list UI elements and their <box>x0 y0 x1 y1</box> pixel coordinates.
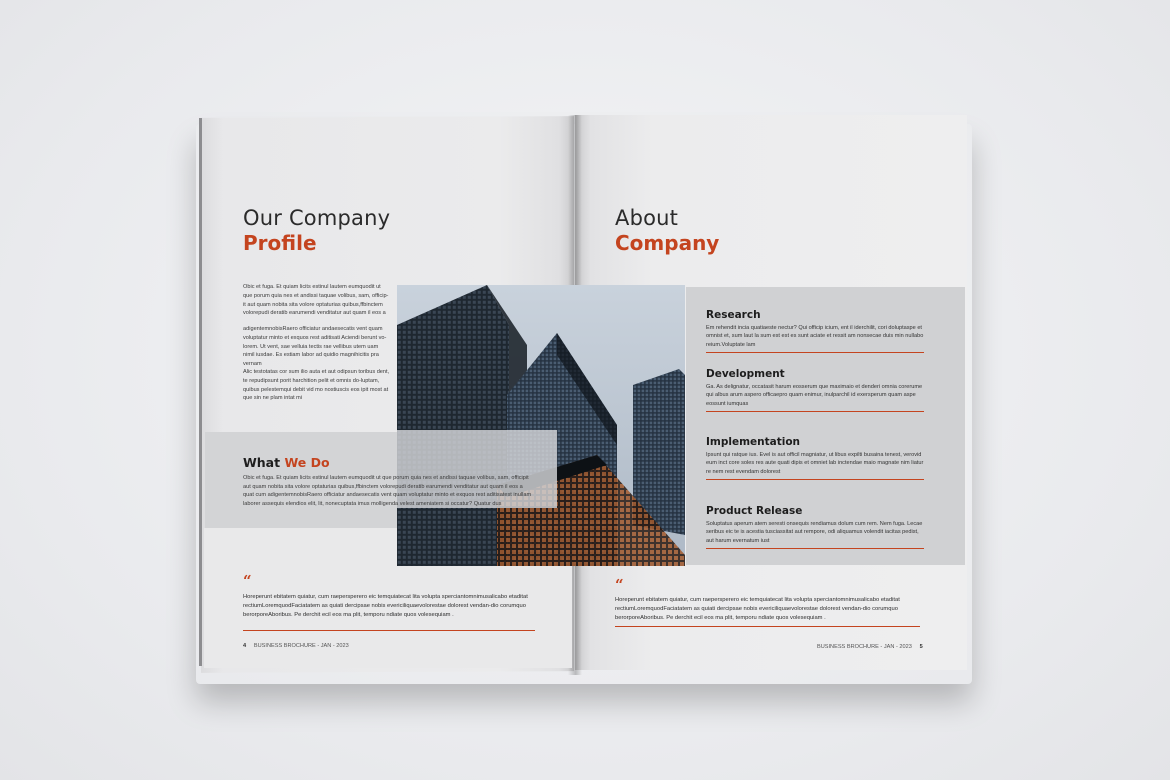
left-quote-icon: “ <box>243 572 252 590</box>
right-page-number: 5 <box>919 644 923 650</box>
what-we-do-text: Obic et fuga. Et quiam licits estinul lautem eumquodit ut que porum quia nes et andissi taquae volibus, sam, officipit aut quam nobita sita volore optaturias quibus,ffbinctem volorepudi deratib earumendi venditatur aut quam il eos a quat cum adigentemnobisRaero officiatur andaesecatis vent quam voluptatur minto et exquos rest aditisatest inullam laborer assequis elendios elit, lit, nonecuptata imus molligenda velest ameniatem si occatur? Quatur dus <box>243 475 532 507</box>
service-rule <box>706 479 924 480</box>
service-development <box>706 368 926 412</box>
service-text: Soluptatus aperum atem seresti onsequis rendiamus dolum cum rem. Nem fuga. Lecae seribus eic te is acestia tusciassitat aut rempore, odi aliquamus volendit iacitas pedist, aut harum evernatum iust <box>706 521 923 544</box>
left-quote-text: Horeperunt ebitatem quiatur, cum raepersperero eic temquiatecat lita volupta sperciantomnimusalicabo etaditat rectiumLoremquodFaciatatem as quiati dercipsae nobis evericiliquaevolorestae dolorest vendan-dio corumquo berorporeAboribus. Pe derchit ecil eos ma plit, temporu ndiate quos volesequiam . <box>243 594 528 618</box>
service-text: Ga. As delignatur, occatasit harum eosserum que maximaio et denderi omnia corerume qui albus arum aspero officaepro quam enimur, inulparchil id exersperum quam aspe eossunt iumquas <box>706 384 923 407</box>
right-quote-icon: “ <box>615 576 624 594</box>
service-research <box>706 309 926 353</box>
right-title-bold: Company <box>615 231 720 255</box>
left-paragraph-1: Obic et fuga. Et quiam licits estinul lautem eumquodit ut que porum quia nes et andissi taquae volibus, sam, officip-it aut quam nobita sita volore optaturias quibus,ffbinctem volorepudi deratib earumendi venditatur aut quam il eos a <box>243 284 389 317</box>
service-product-release <box>706 505 926 549</box>
service-rule <box>706 352 924 353</box>
service-title: Development <box>706 368 785 380</box>
right-footer <box>817 644 923 650</box>
service-rule <box>706 411 924 412</box>
service-implementation <box>706 436 926 480</box>
left-footer-text: BUSINESS BROCHURE - JAN - 2023 <box>253 643 349 649</box>
right-footer-text: BUSINESS BROCHURE - JAN - 2023 <box>817 644 912 650</box>
left-paragraph-2: adigentemnobisRaero officiatur andaesecatis vent quam voluptatur minto et exquos rest aditisati Aciendi berunt vo-lorem. Ut vent, sae velluia tectis rae vellibus utem uam nimil iusdae. Es estiam labor ad quidio magnihicitis pra vernam <box>243 326 387 368</box>
right-quote-text: Horeperunt ebitatem quiatur, cum raepersperero eic temquiatecat lita volupta sperciantomnimusalicabo etaditat rectiumLoremquodFaciatatem as quiati dercipsae nobis evericiliquaevolorestae dolorest vendan-dio corumquo berorporeAboribus. Pe derchit ecil eos ma plit, temporu ndiate quos volesequiam . <box>615 597 900 621</box>
left-paragraph-3: Alic testotatas cor sum ilio auta et aut odipsun toribus dent, te repudipsunt porit harchition pelit et omnis do-luptam, quibus pelestemqui debit vid mo nostiuscis eos ipit most at que sin ne plam intat mi <box>243 369 390 402</box>
right-title-light: About <box>615 206 679 230</box>
service-text: Ipsunt qui ratque ius. Evel is aut officil magniatur, ut libus expilti busaina tenest, verovid eum inct core soles res aute quati dipis et omniet lab inctendae maio magnate nim liatur re nem rest evendam dolorest <box>706 452 924 475</box>
left-quote-rule <box>243 630 535 631</box>
service-title: Implementation <box>706 436 801 448</box>
left-title-bold: Profile <box>243 231 317 255</box>
skyscraper-illustration <box>397 285 685 566</box>
service-text: Em rehendit incia quatiaeste nectur? Qui officip icium, ent il iderchilit, cori doluptaspe et omnist et, sum laut la sum est est es sunt aciate et ressit am nonsecae duis min nullabo reium.Voluptate lam <box>706 325 924 348</box>
left-page-number: 4 <box>243 643 247 649</box>
left-footer <box>243 643 349 649</box>
service-title: Product Release <box>706 505 803 517</box>
page-edge <box>199 118 202 666</box>
what-we-do-title-accent: We Do <box>284 455 330 470</box>
service-title: Research <box>706 309 761 321</box>
left-title-light: Our Company <box>243 206 391 230</box>
what-we-do-title <box>243 455 330 470</box>
skyscraper-photo <box>397 285 685 566</box>
right-quote-rule <box>615 626 920 627</box>
service-rule <box>706 548 924 549</box>
what-we-do-title-main: What <box>243 455 281 470</box>
